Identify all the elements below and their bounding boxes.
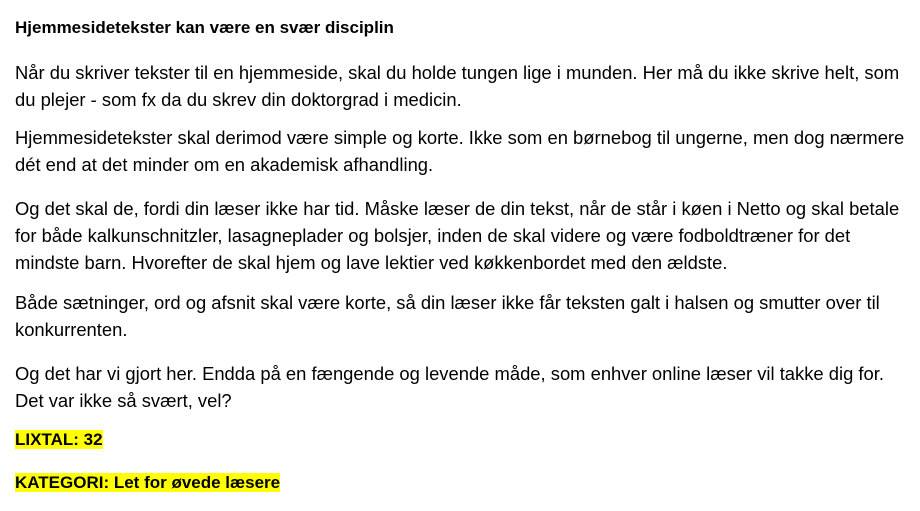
paragraph-5: Og det har vi gjort her. Endda på en fængende og levende måde, som enhver online læser vil takke dig for. Det var ikke så svært, vel? [15, 363, 884, 411]
kategori-label [15, 472, 280, 494]
lixtal-label [15, 429, 103, 451]
lixtal-highlight: LIXTAL: 32 [15, 430, 103, 449]
paragraph-2: Hjemmesidetekster skal derimod være simple og korte. Ikke som en børnebog til ungerne, men dog nærmere dét end at det minder om en akademisk afhandling. [15, 127, 905, 175]
document-heading: Hjemmesidetekster kan være en svær disciplin [15, 18, 394, 37]
kategori-highlight: KATEGORI: Let for øvede læsere [15, 473, 281, 492]
paragraph-1: Når du skriver tekster til en hjemmeside, skal du holde tungen lige i munden. Her må du ikke skrive helt, som du plejer - som fx da du skrev din doktorgrad i medicin. [15, 62, 900, 110]
paragraph-3: Og det skal de, fordi din læser ikke har tid. Måske læser de din tekst, når de står i køen i Netto og skal betale for både kalkunschnitzler, lasagneplader og bolsjer, inden de skal videre og være fodboldtræner for det mindste barn. Hvorefter de skal hjem og lave lektier ved køkkenbordet med den ældste. [15, 198, 900, 273]
paragraph-4: Både sætninger, ord og afsnit skal være korte, så din læser ikke får teksten galt i halsen og smutter over til konkurrenten. [15, 292, 880, 340]
